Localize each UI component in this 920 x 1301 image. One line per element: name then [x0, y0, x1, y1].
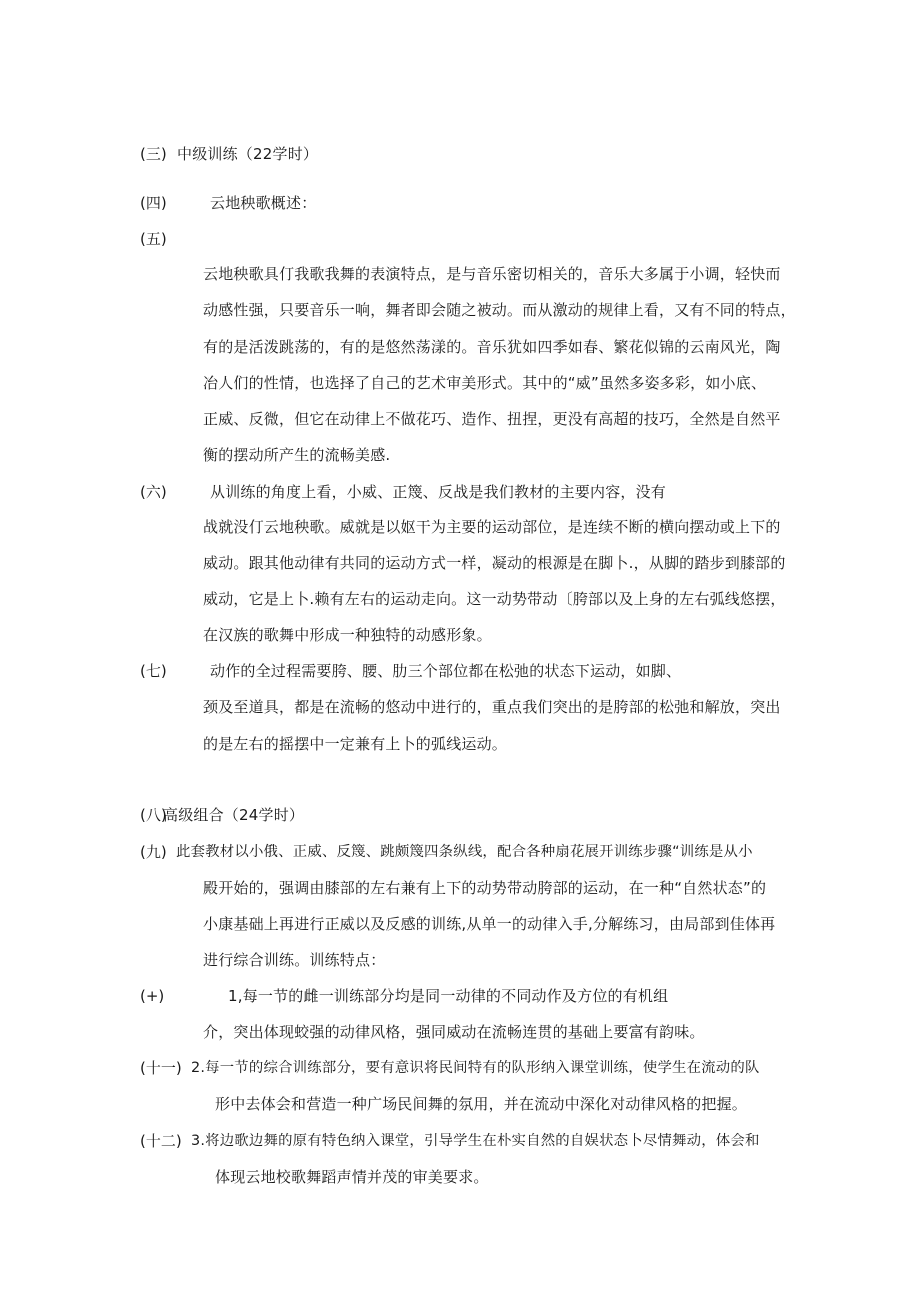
paragraph-line: 1,每一节的雌一训练部分均是同一动律的不同动作及方位的有机组: [228, 987, 669, 1005]
section-marker: (十二): [140, 1132, 182, 1150]
section-marker: (九): [140, 843, 167, 861]
paragraph-line: 体现云地校歌舞蹈声情并茂的审美要求。: [215, 1168, 489, 1186]
paragraph-line: 此套教材以小俄、正威、反篾、跳颇篾四条纵线，配合各种扇花展开训练步骤“训练是从小: [176, 844, 753, 860]
paragraph-line: 动作的全过程需要胯、腰、肋三个部位都在松弛的状态下运动，如脚、: [210, 662, 682, 680]
paragraph-line: 介，突出体现蛟强的动律风格，强同威动在流畅连贯的基础上要富有韵味。: [203, 1023, 705, 1041]
paragraph-line: 动感性强，只要音乐一响，舞者即会随之被动。而从激动的规律上看，又有不同的特点，: [203, 301, 796, 319]
section-heading: 高级组合（24学时）: [163, 806, 305, 824]
paragraph-line: 进行综合训练。训练特点：: [203, 951, 386, 969]
section-marker: (八): [140, 806, 167, 824]
paragraph-line: 正威、反微，但它在动律上不做花巧、造作、扭捏，更没有高超的技巧，全然是自然平: [203, 410, 781, 428]
section-marker: (五): [140, 230, 167, 248]
section-marker: (+): [140, 987, 165, 1005]
paragraph-line: 有的是活泼跳荡的，有的是悠然荡漾的。音乐犹如四季如春、繁花似锦的云南风光，陶: [203, 338, 781, 356]
section-marker: (四): [140, 194, 167, 212]
paragraph-line: 从训练的角度上看，小威、正篾、反战是我们教材的主要内容，没有: [210, 483, 667, 501]
paragraph-line: 殿开始的，强调由膝部的左右兼有上下的动势带动胯部的运动，在一种“自然状态”的: [203, 879, 767, 897]
section-heading: 中级训练（22学时）: [177, 145, 319, 163]
paragraph-line: 威动，它是上卜.赖有左右的运动走向。这一动势带动〔胯部以及上身的左右弧线悠摆，: [203, 590, 786, 608]
paragraph-line: 云地秧歌具仃我歌我舞的表演特点，是与音乐密切相关的，音乐大多属于小调，轻快而: [203, 265, 781, 283]
paragraph-line: 在汉族的歌舞中形成一种独特的动感形象。: [203, 626, 492, 644]
paragraph-line: 威动。跟其他动律有共同的运动方式一样，凝动的根源是在脚卜.，从脚的踏步到膝部的: [203, 554, 786, 572]
section-marker: (六): [140, 483, 167, 501]
paragraph-line: 战就没仃云地秧歌。威就是以妪干为主要的运动部位，是连续不断的横向摆动或上下的: [203, 518, 781, 536]
paragraph-line: 颈及至道具，都是在流畅的悠动中进行的，重点我们突出的是胯部的松弛和解放，突出: [203, 698, 781, 716]
section-marker: (七): [140, 662, 167, 680]
paragraph-line: 衡的摆动所产生的流畅美感.: [203, 446, 391, 464]
section-heading: 云地秧歌概述：: [210, 194, 317, 212]
paragraph-line: 冶人们的性情，也选择了自己的艺术审美形式。其中的“威”虽然多姿多彩，如小底、: [203, 374, 767, 392]
paragraph-line: 的是左右的摇摆中一定兼有上卜的弧线运动。: [203, 735, 508, 753]
section-marker: (十一): [140, 1059, 182, 1077]
paragraph-line: 2.每一节的综合训练部分，要有意识将民间特有的队形纳入课堂训练，使学生在流动的队: [191, 1060, 760, 1076]
section-marker: (三): [140, 145, 167, 163]
paragraph-line: 小康基础上再进行正威以及反感的训练,从单一的动律入手,分解练习，由局部到佳体再: [203, 915, 776, 933]
paragraph-line: 3.将边歌边舞的原有特色纳入课堂，引导学生在朴实自然的自娱状态卜尽情舞动，体会和: [191, 1133, 760, 1149]
paragraph-line: 形中去体会和营造一种广场民间舞的氛用，并在流动中深化对动律风格的把握。: [215, 1095, 748, 1113]
